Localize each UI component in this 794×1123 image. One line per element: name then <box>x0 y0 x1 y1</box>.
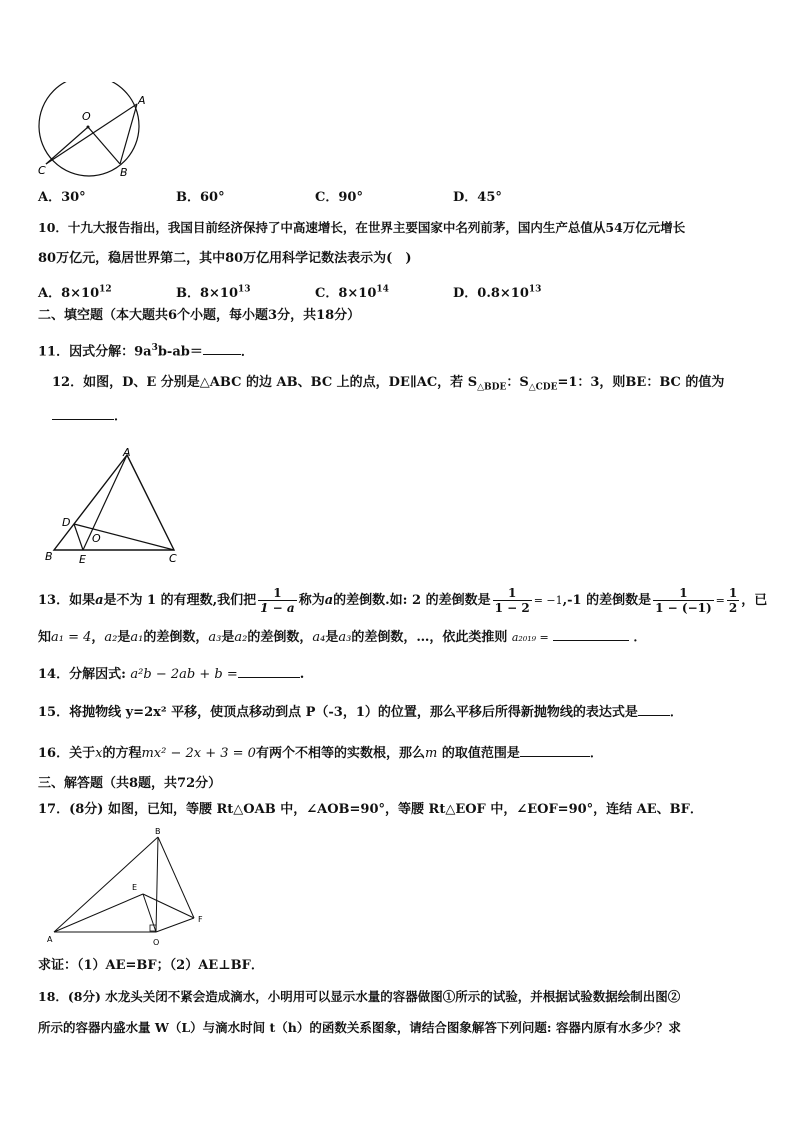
q11: 11．因式分解：$9a^3b-ab=$ ． <box>38 343 254 360</box>
segment-oc <box>46 127 88 164</box>
segment-ae <box>54 894 143 932</box>
label-o: O <box>92 532 101 545</box>
q14: 14．分解因式: a²b − 2ab + b = . <box>38 667 305 682</box>
center-dot <box>87 126 90 129</box>
q11-answer-blank[interactable] <box>203 342 241 355</box>
label-b: B <box>155 827 161 836</box>
q15-answer-blank[interactable] <box>638 703 670 716</box>
q18-line-2: 所示的容器内盛水量 W（L）与滴水时间 t（h）的函数关系图象，请结合图象解答下列问题: 容器内原有水多少？求 <box>38 1020 681 1035</box>
segment-ab <box>54 837 158 932</box>
label-a: A <box>138 94 146 107</box>
segment-ob <box>156 837 158 932</box>
segment-de <box>74 524 83 550</box>
q12-line-1: 12．如图，D、E 分别是△ABC 的边 AB、BC 上的点，DE∥AC，若 $S_{\triangle BDE}$：$S_{\triangle CDE}=1$：3，则BE：BC 的值为 <box>52 375 725 393</box>
q16: 16．关于x的方程mx² − 2x + 3 = 0有两个不相等的实数根，那么m 的取值范围是 ． <box>38 746 603 761</box>
label-o: O <box>82 110 91 123</box>
q16-answer-blank[interactable] <box>520 744 590 757</box>
label-e: E <box>132 883 138 892</box>
circle-figure <box>34 82 154 182</box>
q9-option-d: D．45° <box>453 190 502 205</box>
q9-option-b: B．60° <box>176 190 225 205</box>
label-a: A <box>123 446 131 459</box>
segment-ca <box>46 104 137 164</box>
fraction-1-over-2: $\frac{1}{2}$ <box>728 586 738 615</box>
q12-answer-blank[interactable] <box>52 407 114 420</box>
label-f: F <box>198 915 203 924</box>
q14-answer-blank[interactable] <box>238 665 300 678</box>
fraction-1-over-1-minus-2: $\frac{1}{1 - 2}$ <box>494 586 530 615</box>
fraction-1-over-1-minus-neg1: $\frac{1}{1 - (-1)}$ <box>655 586 712 615</box>
q17-figure <box>44 826 214 948</box>
triangle-figure <box>40 446 185 568</box>
q12-line-2: ． <box>52 407 127 426</box>
section-2-heading: 二、填空题（本大题共6个小题，每小题3分，共18分） <box>38 308 361 323</box>
q10-line-1: 10．十九大报告指出，我国目前经济保持了中高速增长，在世界主要国家中名列前茅，国内生产总值从54万亿元增长 <box>38 220 686 235</box>
q10-option-c: C．$8\times 10^{14}$ <box>315 284 389 301</box>
q17-proof: 求证：（1）AE=BF；（2）AE⊥BF． <box>38 958 264 973</box>
label-o: O <box>153 938 160 947</box>
label-c: C <box>38 164 46 177</box>
segment-ef <box>143 894 194 918</box>
q18-line-1: 18．(8分) 水龙头关闭不紧会造成滴水，小明用可以显示水量的容器做图①所示的试验，并根据试验数据绘制出图② <box>38 989 681 1004</box>
q17-text: 17．(8分) 如图，已知，等腰 Rt△OAB 中，∠AOB=90°，等腰 Rt△EOF 中，∠EOF=90°，连结 AE、BF． <box>38 802 703 817</box>
label-b: B <box>120 166 128 179</box>
q15: 15．将抛物线 y=2x² 平移，使顶点移动到点 P（-3，1）的位置，那么平移后所得新抛物线的表达式是 ． <box>38 705 683 720</box>
q13-answer-blank[interactable] <box>553 628 629 641</box>
q9-option-a: A．30° <box>38 190 86 205</box>
label-b: B <box>45 550 53 563</box>
section-3-heading: 三、解答题（共8题，共72分） <box>38 776 222 791</box>
label-e: E <box>79 553 86 566</box>
fraction-1-over-1-minus-a: $\frac{1}{1 - a}$ <box>260 586 295 615</box>
triangle-abc <box>54 455 174 550</box>
segment-of <box>156 918 194 932</box>
label-d: D <box>62 516 71 529</box>
q10-line-2: 80万亿元，稳居世界第二，其中80万亿用科学记数法表示为( ) <box>38 251 412 266</box>
q10-option-a: A．$8\times 10^{12}$ <box>38 284 112 301</box>
label-c: C <box>169 552 177 565</box>
q13-line-2: 知a₁ = 4，a₂是a₁的差倒数，a₃是a₂的差倒数，a₄是a₃的差倒数，…，依此类推则 a₂₀₁₉ = ． <box>38 630 647 645</box>
q10-option-b: B．$8\times 10^{13}$ <box>176 284 251 301</box>
q13-line-1: 13．如果a是不为 1 的有理数,我们把 $\frac{1}{1 - a}$ 称为a的差倒数.如: 2 的差倒数是 $\frac{1}{1 - 2}$ = −1,-1 的差倒数是 $\frac{1}{1 - (-1)}$ = $\frac{1}{2}$ ，已 <box>38 586 768 615</box>
segment-bf <box>158 837 194 918</box>
q10-option-d: D．$0.8\times 10^{13}$ <box>453 284 542 301</box>
label-a: A <box>47 935 53 944</box>
q9-option-c: C．90° <box>315 190 363 205</box>
